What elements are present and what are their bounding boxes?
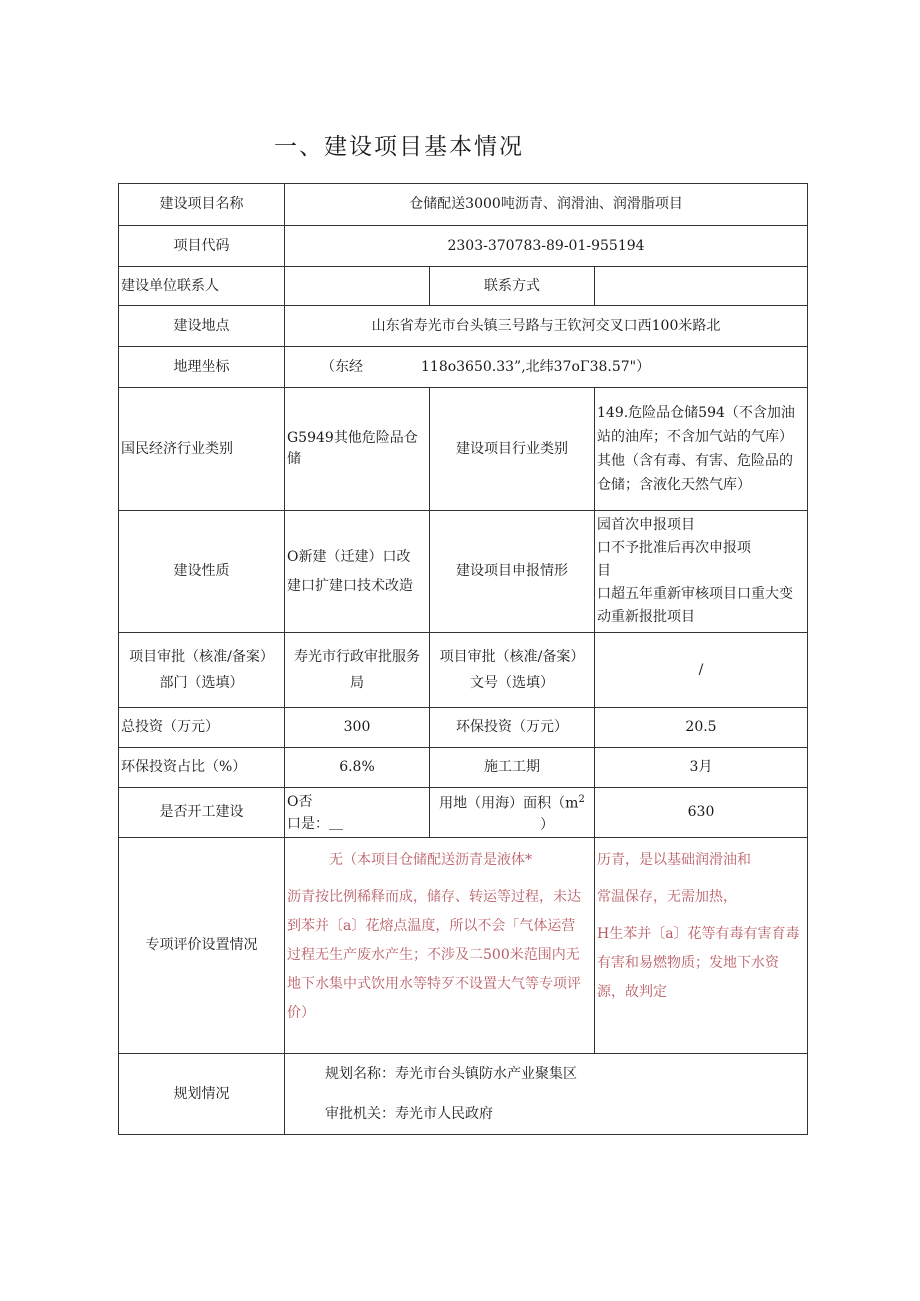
- value-planning: [285, 1054, 808, 1135]
- coords-values: 118o3650.33”,北纬37oΓ38.57"）: [421, 358, 651, 375]
- label-planning: 规划情况: [119, 1054, 285, 1135]
- label-env-investment: 环保投资（万元）: [430, 708, 595, 748]
- value-project-name: 仓储配送3000吨沥青、润滑油、润滑脂项目: [285, 184, 808, 226]
- label-approval-dept: 项目审批（核准/备案） 部门（选填）: [119, 633, 285, 708]
- label-env-ratio: 环保投资占比（%）: [119, 748, 285, 788]
- row-started: [119, 788, 808, 838]
- label-project-name: 建设项目名称: [119, 184, 285, 226]
- value-special-right: 历青，是以基础润滑油和 常温保存，无需加热， H生苯并〔a〕花等有毒有害育毒 有害和易燃物质；发地下水资 源，故判定: [595, 838, 808, 1054]
- value-env-ratio: 6.8%: [285, 748, 430, 788]
- label-contact: 建设单位联系人: [119, 267, 285, 306]
- label-approval-doc: 项目审批（核准/备案） 文号（选填）: [430, 633, 595, 708]
- planning-authority: 审批机关：寿光市人民政府: [325, 1106, 493, 1122]
- label-project-industry: 建设项目行业类别: [430, 388, 595, 511]
- label-total-investment: 总投资（万元）: [119, 708, 285, 748]
- value-project-code: 2303-370783-89-01-955194: [285, 226, 808, 267]
- value-location: 山东省寿光市台头镇三号路与王钦河交叉口西100米路北: [285, 306, 808, 347]
- planning-name: 规划名称：寿光市台头镇防水产业聚集区: [325, 1066, 577, 1082]
- label-industry: 国民经济行业类别: [119, 388, 285, 511]
- row-planning: [119, 1054, 808, 1135]
- label-land-area: 用地（用海）面积（$m^2$ ）: [430, 788, 595, 838]
- row-project-name: [119, 184, 808, 226]
- row-nature: [119, 511, 808, 633]
- value-contact-method: [595, 267, 808, 306]
- value-declare: 园首次申报项目 口不予批准后再次申报项 目 口超五年重新审核项目口重大变 动重新报批项目: [595, 511, 808, 633]
- label-nature: 建设性质: [119, 511, 285, 633]
- value-contact: [285, 267, 430, 306]
- row-special-evaluation: [119, 838, 808, 1054]
- row-industry: [119, 388, 808, 511]
- section-title: 一、建设项目基本情况: [274, 134, 524, 160]
- value-construction-period: 3月: [595, 748, 808, 788]
- coords-prefix: （东经: [321, 358, 363, 375]
- value-total-investment: 300: [285, 708, 430, 748]
- row-coords: [119, 347, 808, 388]
- row-location: [119, 306, 808, 347]
- row-contact: [119, 267, 808, 306]
- value-project-industry: 149.危险品仓储594（不含加油 站的油库；不含加气站的气库） 其他（含有毒、有害、危险品的 仓储；含液化天然气库）: [595, 388, 808, 511]
- value-started: O否 口是：＿: [285, 788, 430, 838]
- value-coords: [285, 347, 808, 388]
- value-approval-doc: /: [595, 633, 808, 708]
- label-contact-method: 联系方式: [430, 267, 595, 306]
- row-investment: [119, 708, 808, 748]
- value-approval-dept: 寿光市行政审批服务 局: [285, 633, 430, 708]
- row-ratio: [119, 748, 808, 788]
- value-industry: G5949其他危险品仓 储: [285, 388, 430, 511]
- value-special-left: 无（本项目仓储配送沥青是液体* 沥青按比例稀释而成，储存、转运等过程，未达 到苯并〔a〕花熔点温度，所以不会「气体运营 过程无生产废水产生；不涉及二500米范围内无 地下水集中式饮用水等特歹不设置大气等专项评 价）: [285, 838, 595, 1054]
- label-project-code: 项目代码: [119, 226, 285, 267]
- value-nature: O新建（迁建）口改 建口扩建口技术改造: [285, 511, 430, 633]
- project-info-table: [118, 183, 808, 1135]
- row-approval: [119, 633, 808, 708]
- value-land-area: 630: [595, 788, 808, 838]
- label-started: 是否开工建设: [119, 788, 285, 838]
- label-declare: 建设项目申报情形: [430, 511, 595, 633]
- label-special-evaluation: 专项评价设置情况: [119, 838, 285, 1054]
- label-coords: 地理坐标: [119, 347, 285, 388]
- value-env-investment: 20.5: [595, 708, 808, 748]
- row-project-code: [119, 226, 808, 267]
- label-location: 建设地点: [119, 306, 285, 347]
- label-construction-period: 施工工期: [430, 748, 595, 788]
